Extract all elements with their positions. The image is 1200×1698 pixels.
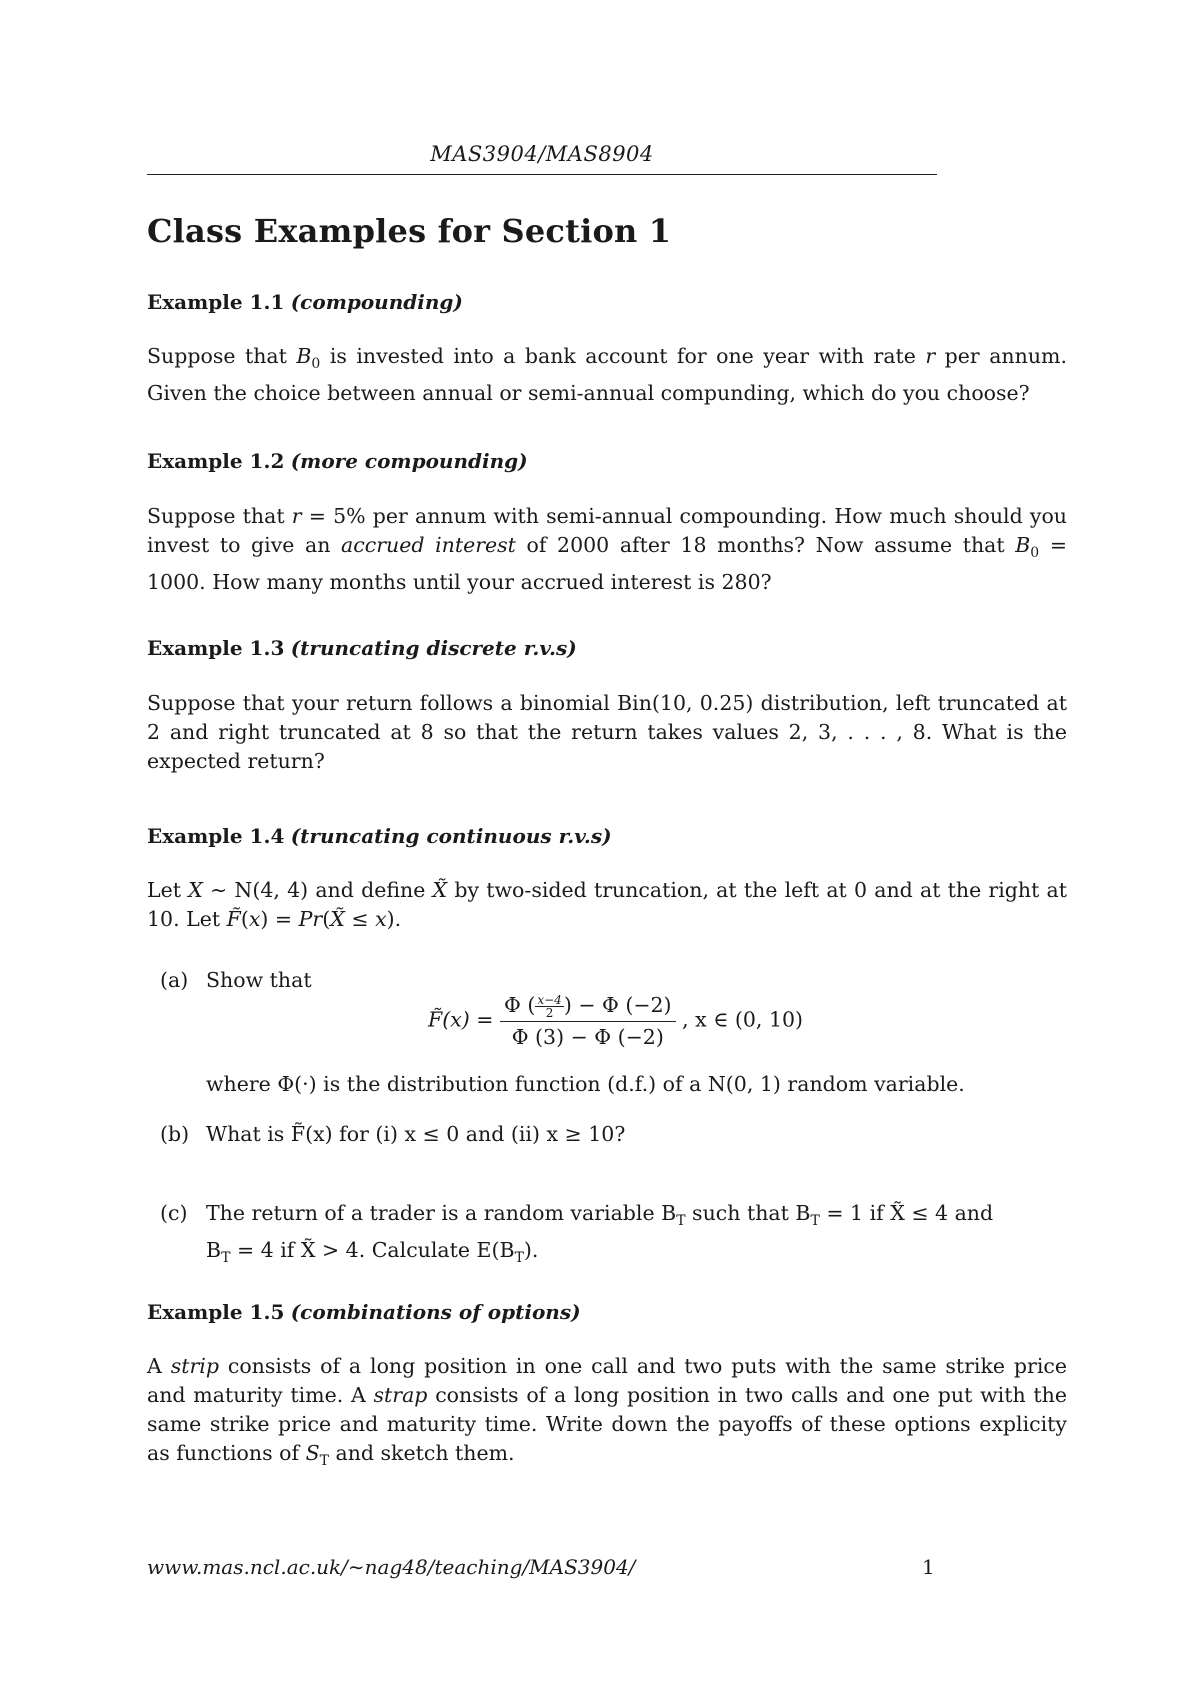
item-c-text: The return of a trader is a random variable $B_T$ such that $B_T = 1$ if X̃ ≤ 4 and $B_T = 4$ if X̃ > 4. Calculate $E(B_T)$. bbox=[206, 1201, 994, 1267]
example-1-1-text: Suppose that $B_0$ is invested into a bank account for one year with rate r per annum. Given the choice between annual or semi-annual compunding, which do you choose? bbox=[147, 344, 1067, 406]
example-1-3-heading bbox=[147, 636, 577, 660]
example-label: Example 1.1 bbox=[147, 290, 285, 314]
item-b-label: (b) bbox=[160, 1122, 190, 1146]
formula-domain: , x ∈ (0, 10) bbox=[682, 1007, 804, 1032]
example-1-2-text: Suppose that r = 5% per annum with semi-annual compounding. How much should you invest to give an accrued interest of 2000 after 18 months? Now assume that $B_0 = 1000$. How many months until your accrued interest is 280? bbox=[147, 504, 1068, 595]
item-a-after: where Φ(·) is the distribution function (d.f.) of a N(0, 1) random variable. bbox=[206, 1072, 965, 1096]
formula-lhs: F̃(x) = bbox=[428, 1007, 494, 1032]
page-number: 1 bbox=[922, 1555, 935, 1579]
formula-denominator: Φ (3) − Φ (−2) bbox=[511, 1025, 664, 1049]
example-1-4-heading bbox=[147, 824, 612, 848]
example-label: Example 1.2 bbox=[147, 449, 285, 473]
example-topic: (truncating continuous r.v.s) bbox=[290, 824, 612, 848]
example-topic: (more compounding) bbox=[290, 449, 528, 473]
item-a-label: (a) bbox=[160, 968, 189, 992]
formula-truncated-cdf bbox=[428, 993, 803, 1049]
item-b-text: What is F̃(x) for (i) x ≤ 0 and (ii) x ≥ 10? bbox=[206, 1122, 626, 1146]
example-label: Example 1.5 bbox=[147, 1300, 285, 1324]
item-c-label: (c) bbox=[160, 1201, 188, 1225]
formula-fraction bbox=[500, 993, 676, 1049]
example-topic: (truncating discrete r.v.s) bbox=[290, 636, 577, 660]
footer-url[interactable]: www.mas.ncl.ac.uk/∼nag48/teaching/MAS3904/ bbox=[147, 1555, 636, 1579]
item-a-text: Show that bbox=[206, 968, 312, 992]
formula-numerator: Φ ( $\frac{x-4}{2}$ ) − Φ (−2) bbox=[500, 993, 676, 1022]
example-1-5-text: A strip consists of a long position in one call and two puts with the same strike price and maturity time. A strap consists of a long position in two calls and one put with the same strike price and maturity time. Write down the payoffs of these options explicity as functions of $S_T$ and sketch them. bbox=[147, 1354, 1067, 1470]
example-1-3-text: Suppose that your return follows a binomial Bin(10, 0.25) distribution, left truncated at 2 and right truncated at 8 so that the return takes values 2, 3, . . . , 8. What is the expected return? bbox=[147, 691, 1067, 773]
header-rule bbox=[147, 174, 937, 175]
example-topic: (combinations of options) bbox=[290, 1300, 581, 1324]
example-1-2-heading bbox=[147, 449, 528, 473]
page-title: Class Examples for Section 1 bbox=[147, 212, 672, 250]
example-label: Example 1.4 bbox=[147, 824, 285, 848]
example-topic: (compounding) bbox=[290, 290, 463, 314]
running-header: MAS3904/MAS8904 bbox=[430, 142, 654, 166]
example-1-5-heading bbox=[147, 1300, 581, 1324]
example-label: Example 1.3 bbox=[147, 636, 285, 660]
example-1-1-heading bbox=[147, 290, 463, 314]
example-1-4-intro: Let X ∼ N(4, 4) and define X̃ by two-sided truncation, at the left at 0 and at the right at 10. Let F̃(x) = Pr(X̃ ≤ x). bbox=[147, 878, 1068, 931]
